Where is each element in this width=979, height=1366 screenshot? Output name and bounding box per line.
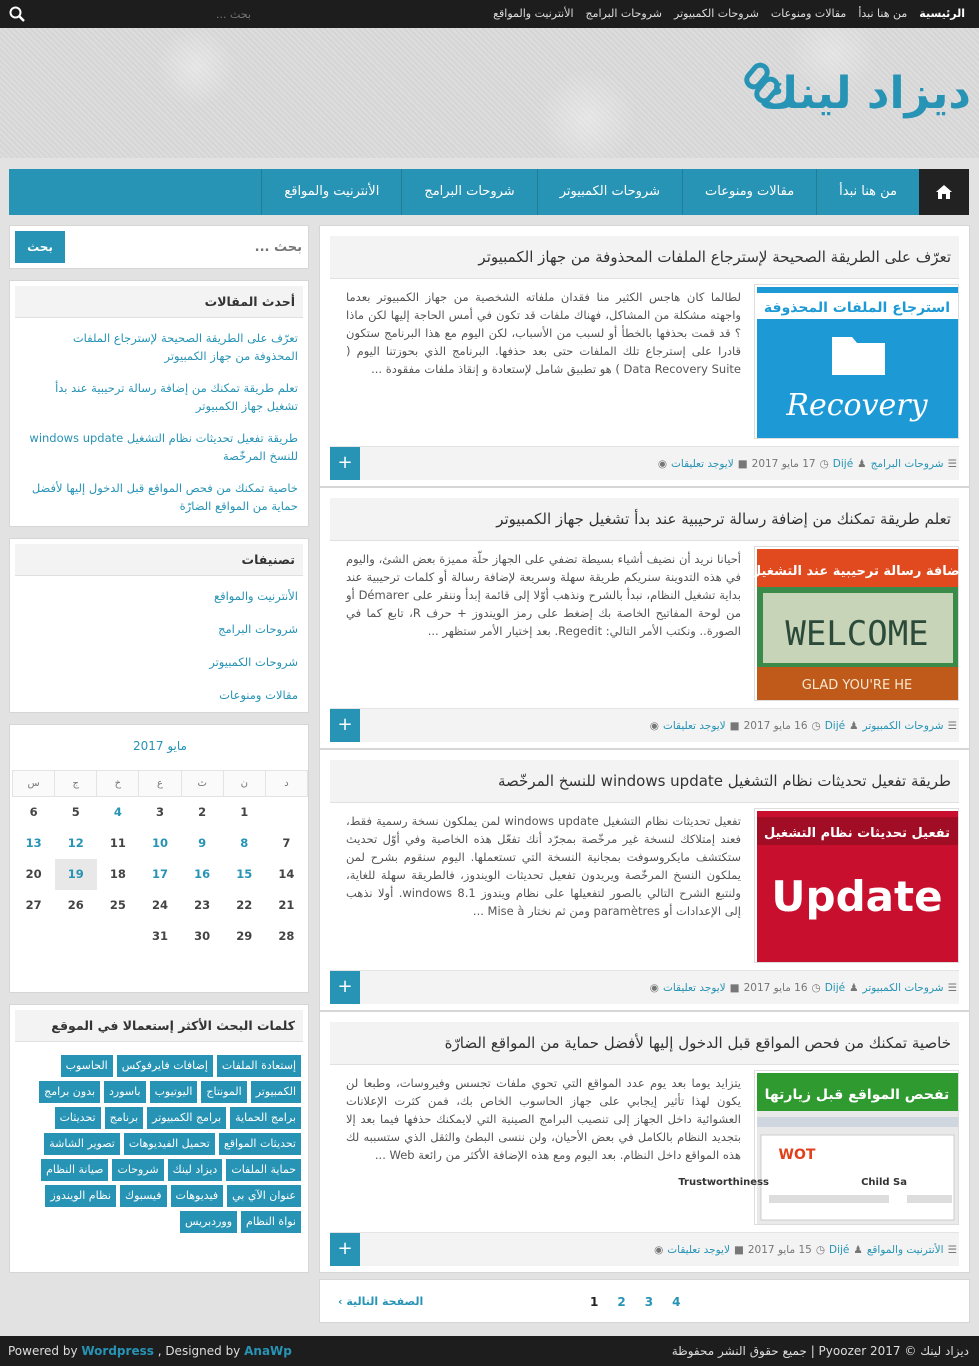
calendar-month: مايو 2017 (133, 739, 187, 753)
post-meta-info (650, 709, 957, 743)
post-excerpt: أحيانا نريد أن نضيف أشياء بسيطة تضفي على الجهاز حلّة مميزة بعض الشئ، واليوم في هذه التدوينة سنريكم طريقة سهلة وسريعة لإضافة رسالة أو كلمات ترحيبية عند بداية تشغيل النظام، نبدأ بالشرح ونذهب أوّلا إلى قائمة إبدأ وننقر على Démarer أو من لوحة المفاتيح الخاصة بك إضغط على رمز الويندوز + حرف R، تابع كما في الصورة.. ونكتب الأمر التالي: Regedit. بعد إختيار الأمر ستظهر ... (346, 552, 742, 638)
user-icon: ♟ (849, 720, 859, 732)
post-category[interactable]: الأنترنيت والمواقع (866, 1244, 944, 1256)
wordpress-link[interactable]: Wordpress (81, 1344, 154, 1358)
tag-cloud-widget (9, 1004, 309, 1273)
categories-widget (9, 538, 309, 713)
tag-link[interactable]: حماية الملفات (226, 1159, 301, 1181)
thumb-sub: Trustworthiness (678, 1177, 769, 1188)
calendar-day: 5 (71, 805, 80, 820)
credits-prefix: Powered by (8, 1344, 82, 1358)
clock-icon: ◷ (819, 458, 829, 470)
post-meta (330, 1232, 959, 1266)
nav-home-button[interactable] (919, 169, 969, 215)
post-comments[interactable]: لايوجد تعليقات (671, 458, 734, 470)
anawp-link[interactable]: AnaWp (244, 1344, 292, 1358)
calendar-weekday: س (13, 771, 55, 797)
clock-icon: ◷ (811, 720, 821, 732)
thumb-label: تفعيل تحديثات نظام التشغيل (763, 826, 951, 841)
calendar-day[interactable]: 16 (194, 867, 211, 881)
top-link-software[interactable]: شروحات البرامج (585, 7, 662, 20)
page-link[interactable]: 3 (644, 1295, 654, 1309)
calendar-day: 25 (109, 898, 126, 912)
post-comments[interactable]: لايوجد تعليقات (662, 720, 726, 732)
page-link[interactable]: 4 (672, 1295, 681, 1309)
calendar-weekday: ج (55, 771, 97, 797)
tag-link[interactable]: الكمبيوتر (251, 1081, 301, 1103)
calendar-weekday: ث (181, 771, 223, 797)
eye-icon: ◉ (649, 982, 659, 994)
calendar-day (97, 921, 139, 952)
post-date: 17 مايو 2017 (751, 458, 816, 470)
copyright-text: ديزاد لينك © 2017 Pyoozer | جميع حقوق النشر محفوظة (671, 1344, 969, 1358)
post-author[interactable]: Dijé (824, 720, 846, 732)
nav-item-start[interactable]: من هنا نبدأ (816, 169, 919, 215)
tag-link[interactable]: بدون برامج (39, 1081, 100, 1103)
top-links (487, 0, 971, 28)
calendar-day: 6 (29, 805, 38, 820)
credits-mid: , Designed by (153, 1344, 245, 1358)
thumb-sub: GLAD YOU'RE HE (801, 678, 913, 693)
recent-post-link[interactable]: طريقة تفعيل تحديثات نظام التشغيل windows update للنسخ المرخّصة (29, 431, 298, 463)
calendar-day: 1 (240, 805, 249, 820)
top-link-computer[interactable]: شروحات الكمبيوتر (674, 7, 759, 20)
calendar-day: 27 (25, 898, 42, 912)
category-link[interactable]: شروحات الكمبيوتر (209, 655, 298, 669)
post-author[interactable]: Dijé (824, 982, 846, 994)
tag-link[interactable]: باسورد (104, 1081, 146, 1103)
calendar-widget (9, 724, 309, 993)
tag-link[interactable]: ووردبريس (180, 1211, 237, 1233)
top-search-input[interactable] (36, 4, 251, 24)
thumb-label: اضافة رسالة ترحيبية عند التشغيل (749, 564, 965, 579)
category-icon: ☰ (947, 720, 957, 732)
post-comments[interactable]: لايوجد تعليقات (667, 1244, 730, 1256)
tag-link[interactable]: إضافات فايرفوكس (117, 1055, 213, 1077)
calendar-day[interactable]: 13 (25, 836, 42, 850)
post-meta-info (654, 1233, 957, 1267)
calendar-day: 3 (156, 805, 165, 820)
logo-text: ديزاد لينك (758, 68, 971, 119)
sidebar-search-button[interactable]: بحث (15, 231, 65, 263)
user-icon: ♟ (853, 1244, 863, 1256)
main-nav (9, 169, 969, 215)
post-thumbnail[interactable] (754, 284, 959, 439)
calendar-day[interactable]: 12 (67, 836, 84, 850)
post-meta-info (658, 447, 957, 481)
thumb-word: Update (771, 872, 943, 921)
category-icon: ☰ (947, 982, 957, 994)
calendar-day[interactable]: 9 (198, 836, 207, 850)
post-card (319, 1011, 970, 1273)
tag-link[interactable]: برنامج (105, 1107, 144, 1129)
comment-icon: ■ (733, 1244, 744, 1256)
read-more-button[interactable]: + (330, 971, 360, 1004)
calendar-day[interactable]: 19 (55, 859, 97, 890)
calendar-weekday: ن (223, 771, 265, 797)
thumb-word: Recovery (786, 388, 928, 423)
post-comments[interactable]: لايوجد تعليقات (662, 982, 726, 994)
tag-link[interactable]: تحميل الفيديوهات (124, 1133, 215, 1155)
calendar-weekday: د (265, 771, 307, 797)
post-meta (330, 446, 959, 480)
nav-item-software[interactable]: شروحات البرامج (401, 169, 536, 215)
calendar-day: 24 (152, 898, 169, 912)
post-date: 15 مايو 2017 (747, 1244, 812, 1256)
calendar-day[interactable]: 15 (236, 867, 253, 881)
home-icon (935, 184, 953, 200)
post-meta (330, 708, 959, 742)
category-link[interactable]: مقالات ومنوعات (219, 688, 298, 702)
post-author[interactable]: Dijé (829, 1244, 850, 1256)
calendar-day: 30 (194, 929, 211, 943)
calendar-day: 22 (236, 898, 253, 912)
categories-list (28, 587, 298, 719)
post-category[interactable]: شروحات الكمبيوتر (862, 720, 944, 732)
read-more-button[interactable]: + (330, 709, 360, 742)
read-more-button[interactable]: + (330, 447, 360, 480)
post-card (319, 749, 970, 1011)
calendar-day: 21 (278, 898, 295, 912)
tag-link[interactable]: صيانة النظام (41, 1159, 108, 1181)
calendar-table (12, 770, 308, 952)
eye-icon: ◉ (654, 1244, 664, 1256)
page-numbers (590, 1280, 680, 1324)
post-title[interactable]: تعلم طريقة تمكنك من إضافة رسالة ترحيبية عند بدأ تشغيل جهاز الكمبيوتر (330, 498, 959, 541)
calendar-day: 7 (282, 836, 291, 850)
nav-item-articles[interactable]: مقالات ومنوعات (682, 169, 816, 215)
nav-item-internet[interactable]: الأنترنيت والمواقع (261, 169, 401, 215)
recent-posts-widget (9, 280, 309, 527)
clock-icon: ◷ (811, 982, 821, 994)
top-search (6, 4, 251, 24)
calendar-day (13, 921, 55, 952)
calendar-day: 14 (278, 867, 295, 881)
header-banner (0, 28, 979, 158)
tag-link[interactable]: ديزاد لينك (168, 1159, 223, 1181)
tag-link[interactable]: تحديثات (55, 1107, 101, 1129)
tag-link[interactable]: نواة النظام (241, 1211, 301, 1233)
tag-link[interactable]: فيسبوك (120, 1185, 166, 1207)
post-card (319, 225, 970, 487)
post-date: 16 مايو 2017 (743, 720, 808, 732)
eye-icon: ◉ (657, 458, 668, 470)
chain-link-icon (736, 60, 786, 110)
post-category[interactable]: شروحات الكمبيوتر (862, 982, 944, 994)
calendar-day: 20 (25, 867, 42, 881)
post-thumbnail[interactable] (749, 546, 965, 701)
top-link-internet[interactable]: الأنترنيت والمواقع (493, 7, 574, 20)
calendar-day[interactable]: 10 (152, 836, 169, 850)
post-excerpt: لطالما كان هاجس الكثير منا فقدان ملفاته الشخصية من جهاز الكمبيوتر بعدما واجهته مشكلة من المشاكل، فهناك ملفات قد تكون في أمس الحاجة إليها لكن ماذا ؟ قد قمت بحذفها بالخطأ أو لسبب من الأسباب، لكن اليوم مع هذا البرنامج ستكون قادرا على إسترجاع تلك الملفات حتى بعد حذفها. البرنامج الذي بحوزتنا اليوم ( Data Recovery Suite ) هو تطبيق شامل لإستعادة و إنقاذ ملفات مفقودة ... (346, 290, 741, 376)
page-link[interactable]: 2 (617, 1295, 626, 1309)
search-icon[interactable] (8, 5, 26, 23)
post-title[interactable]: تعرّف على الطريقة الصحيحة لإسترجاع الملفات المحذوفة من جهاز الكمبيوتر (330, 236, 959, 279)
recent-posts-list (28, 329, 298, 529)
footer (0, 1336, 979, 1366)
category-icon: ☰ (947, 458, 957, 470)
tag-link[interactable]: فيديوهات (171, 1185, 224, 1207)
calendar-day (265, 797, 307, 828)
category-link[interactable]: الأنترنيت والمواقع (213, 589, 298, 603)
category-icon: ☰ (947, 1244, 957, 1256)
pagination (319, 1279, 970, 1323)
eye-icon: ◉ (649, 720, 659, 732)
comment-icon: ■ (737, 458, 748, 470)
post-meta-info (650, 971, 957, 1005)
comment-icon: ■ (729, 720, 740, 732)
tag-link[interactable]: برامج الحماية (230, 1107, 301, 1129)
calendar-weekday: خ (97, 771, 139, 797)
sidebar-search-input[interactable] (76, 232, 302, 262)
comment-icon: ■ (729, 982, 740, 994)
post-title[interactable]: خاصية تمكنك من فحص المواقع قبل الدخول إليها لأفضل حماية من المواقع الضارّة (330, 1022, 959, 1065)
top-bar (0, 0, 979, 28)
post-excerpt: يتزايد يوما بعد يوم عدد المواقع التي تحوي ملفات تجسس وفيروسات، وطبعا لن يكون لهذا تأثير إيجابي على جهاز الحاسوب الخاص بك، فمن كثرت الإعلانات العشوائية داخل الجهاز إلى تنصيب البرامج الصينية التي لايمكنك حذفها فيما بعد إلا بتجديد النظام بالكامل في بعض الأحيان، ولن ننسى البطئ والثقل الذي ستسببه لك هذه المواقع داخل النظام. بعد اليوم ومع هذه الإضافة الأكثر من رائعة Web ... (346, 1076, 741, 1162)
calendar-day[interactable]: 8 (240, 836, 249, 850)
recent-post-link[interactable]: تعلم طريقة تمكنك من إضافة رسالة ترحيبية عند بدأ تشغيل جهاز الكمبيوتر (55, 381, 298, 413)
post-excerpt: تفعيل تحديثات نظام التشغيل windows update لمن يملكون نسخة رسمية فقط، فعند إمتلاكك لنسخة غير مرخّصة بمجرّد أنك تفعّل هذه الخاصية وفي أوّل تحديث ستكتشف مايكروسوفت بمجانية النسخة التي تستعملها. اليوم سنقوم بشرح لمن يملكون النسخ المرخّصة ويريدون تفعيل تحديثات الويندوز، فالطريقة سهلة للغاية، ولنتبع الشرح التالي بالصور لتفعيلها على نظام ويندوز windows 8.1. أولا نذهب إلى الإعدادات أو paramètres ومن ثم نختار Mise à ... (346, 814, 742, 918)
calendar-weekday: ع (139, 771, 181, 797)
widget-title: أحدث المقالات (15, 286, 303, 318)
tag-link[interactable]: تحديثات المواقع (219, 1133, 301, 1155)
tag-link[interactable]: شروحات (112, 1159, 163, 1181)
calendar-day: 26 (67, 898, 84, 912)
tag-link[interactable]: برامج الكمبيوتر (147, 1107, 226, 1129)
next-page-link[interactable]: الصفحة التالية › (338, 1295, 424, 1308)
site-logo[interactable] (736, 60, 971, 130)
tag-link[interactable]: اليوتيوب (150, 1081, 198, 1103)
tag-link[interactable]: إستعادة الملفات (217, 1055, 301, 1077)
tag-link[interactable]: الحاسوب (61, 1055, 113, 1077)
tag-link[interactable]: نظام الويندوز (45, 1185, 116, 1207)
post-thumbnail[interactable] (754, 808, 959, 963)
calendar-day: 29 (236, 929, 253, 943)
tag-link[interactable]: تصوير الشاشة (44, 1133, 120, 1155)
clock-icon: ◷ (815, 1244, 826, 1256)
calendar-day[interactable]: 4 (113, 805, 122, 820)
recent-post-link[interactable]: خاصية تمكنك من فحص المواقع قبل الدخول إليها لأفضل حماية من المواقع الضارّة (31, 481, 298, 513)
top-link-articles[interactable]: مقالات ومنوعات (770, 7, 847, 20)
category-link[interactable]: شروحات البرامج (218, 622, 298, 636)
calendar-day (55, 921, 97, 952)
thumb-word: WOT (778, 1147, 816, 1163)
calendar-day: 11 (109, 836, 126, 850)
top-link-home[interactable]: الرئيسية (919, 7, 965, 20)
tag-cloud (16, 1055, 301, 1233)
nav-item-computer[interactable]: شروحات الكمبيوتر (537, 169, 682, 215)
tag-link[interactable]: عنوان الآي بي (227, 1185, 301, 1207)
top-link-start[interactable]: من هنا نبدأ (858, 7, 908, 20)
search-widget (9, 225, 309, 269)
post-date: 16 مايو 2017 (743, 982, 808, 994)
thumb-label: استرجاع الملفات المحذوفة (763, 300, 951, 316)
calendar-day[interactable]: 17 (152, 867, 169, 881)
calendar-day: 23 (194, 898, 211, 912)
widget-title: كلمات البحث الأكثر إستعمالا في الموقع (15, 1010, 303, 1042)
calendar-day: 2 (198, 805, 207, 820)
credits (8, 1336, 292, 1366)
tag-link[interactable]: المونتاج (201, 1081, 246, 1103)
user-icon: ♟ (849, 982, 859, 994)
calendar-day: 18 (109, 867, 126, 881)
post-title[interactable]: طريقة تفعيل تحديثات نظام التشغيل windows update للنسخ المرخّصة (330, 760, 959, 803)
thumb-sub2: Child Sa (861, 1177, 907, 1188)
thumb-word: WELCOME (785, 614, 929, 654)
post-thumbnail[interactable] (678, 1070, 959, 1225)
recent-post-link[interactable]: تعرّف على الطريقة الصحيحة لإسترجاع الملفات المحذوفة من جهاز الكمبيوتر (72, 331, 298, 363)
post-category[interactable]: شروحات البرامج (870, 458, 944, 470)
post-card (319, 487, 970, 749)
thumb-label: تفحص المواقع قبل زيارتها (764, 1087, 950, 1103)
user-icon: ♟ (857, 458, 867, 470)
post-meta (330, 970, 959, 1004)
post-author[interactable]: Dijé (832, 458, 854, 470)
calendar-day: 31 (152, 929, 169, 943)
widget-title: تصنيفات (15, 544, 303, 576)
page-link[interactable]: 1 (590, 1295, 599, 1309)
calendar-day: 28 (278, 929, 295, 943)
read-more-button[interactable]: + (330, 1233, 360, 1266)
